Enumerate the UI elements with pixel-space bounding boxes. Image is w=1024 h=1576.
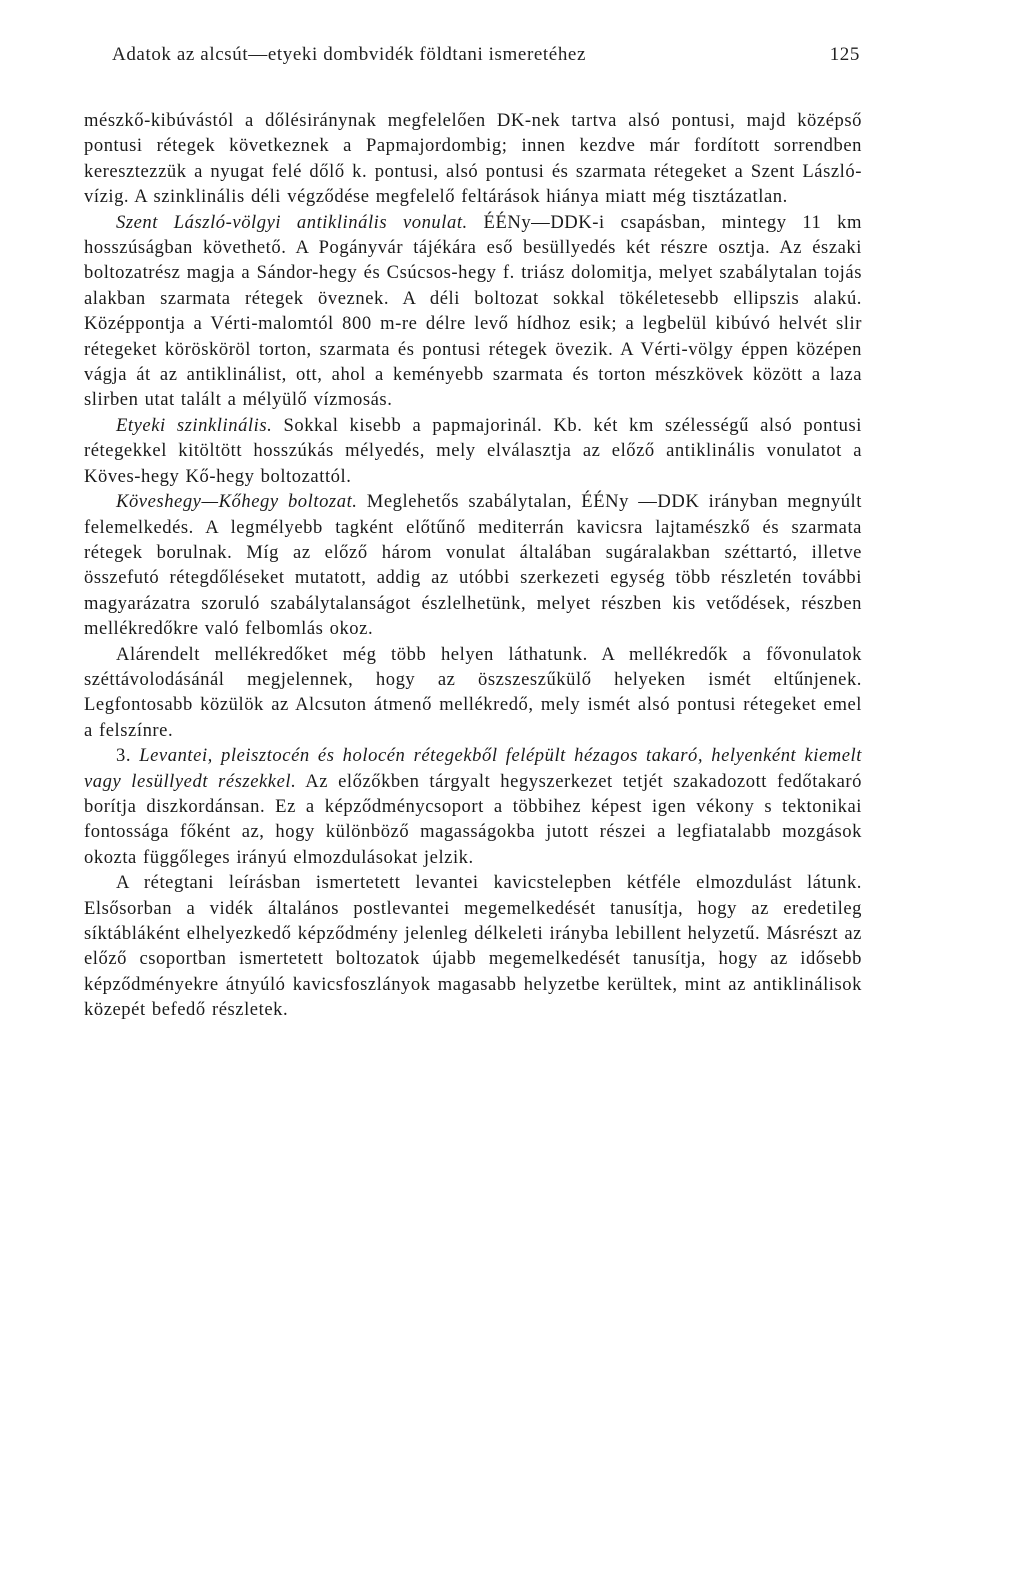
- body-text: [84, 108, 862, 1023]
- text-segment: Meglehetős szabálytalan, ÉÉNy —DDK irányban megnyúlt felemelkedés. A legmélyebb tagként előtűnő mediterrán kavicsra lajtamészkő és szarmata rétegek borulnak. Míg az előző három vonulat általában sugáralakban széttartó, illetve összefutó rétegdőléseket mutatott, addig az utóbbi szerkezeti egység több részletén további magyarázatra szoruló szabálytalanságot észlelhetünk, melyet részben kis vetődések, részben mellékredőkre való felbomlás okoz.: [84, 491, 862, 640]
- text-segment: Az előzőkben tárgyalt hegyszerkezet tetjét szakadozott fedőtakaró borítja diszkordánsan. Ez a képződménycsoport a többihez képest igen vékony s tektonikai fontossága főként az, hogy különböző magasságokba jutott részei a legfiatalabb mozgások okozta függőleges irányú elmozdulásokat jelzik.: [84, 770, 862, 868]
- section-number: 3.: [116, 745, 140, 767]
- running-title: Adatok az alcsút—etyeki dombvidék földtani ismeretéhez: [112, 44, 587, 65]
- page-number: 125: [829, 44, 860, 65]
- paragraph-levantei-kavicstelep: [84, 870, 862, 1022]
- text-segment: Sokkal kisebb a papmajorinál. Kb. két km szélességű alsó pontusi rétegekkel kitöltött hosszúkás mélyedés, mely elválasztja az előző antiklinális vonulatot a Köves-hegy Kő-hegy boltozattól.: [84, 414, 862, 487]
- section-heading-italic: Szent László-völgyi antiklinális vonulat.: [116, 211, 468, 233]
- section-heading-italic: Levantei, pleisztocén és holocén rétegekből felépült hézagos takaró, helyenként kiemelt vagy lesüllyedt részekkel.: [84, 745, 862, 792]
- running-head: [112, 44, 860, 76]
- paragraph-mellekredok: [84, 642, 862, 744]
- text-segment: mészkő-kibúvástól a dőlésiránynak megfelelően DK-nek tartva alsó pontusi, majd középső pontusi rétegek következnek a Papmajordombig; innen kezdve már fordított sorrendben keresztezzük a nyugat felé dőlő k. pontusi, alsó pontusi és szarmata rétegeket a Szent László-vízig. A szinklinális déli végződése megfelelő feltárások hiánya miatt még tisztázatlan.: [84, 110, 862, 208]
- section-heading-italic: Köveshegy—Kőhegy boltozat.: [116, 491, 358, 513]
- paragraph-1: [84, 108, 862, 210]
- paragraph-levantei-takaro: [84, 743, 862, 870]
- section-heading-italic: Etyeki szinklinális.: [116, 414, 273, 436]
- text-segment: Alárendelt mellékredőket még több helyen láthatunk. A mellékredők a fővonulatok széttávolodásánál megjelennek, hogy az öszszeszűkülő helyeken ismét eltűnjenek. Legfontosabb közülök az Alcsuton átmenő mellékredő, mely ismét alsó pontusi rétegeket emel a felszínre.: [84, 643, 862, 741]
- paragraph-koveshegy-kohegy-boltozat: [84, 489, 862, 641]
- paragraph-etyeki-szinklinalis: [84, 413, 862, 489]
- text-segment: ÉÉNy—DDK-i csapásban, mintegy 11 km hosszúságban követhető. A Pogányvár tájékára eső besüllyedés két részre osztja. Az északi boltozatrész magja a Sándor-hegy és Csúcsos-hegy f. triász dolomitja, melyet szabálytalan tojás alakban szarmata rétegek öveznek. A déli boltozat sokkal tökéletesebb ellipszis alakú. Középpontja a Vérti-malomtól 800 m-re délre levő hídhoz esik; a legbelül kibúvó helvét slir rétegeket körösköröl torton, szarmata és pontusi rétegek övezik. A Vérti-völgy éppen középen vágja át az antiklinálist, ott, ahol a keményebb szarmata és torton mészkövek között a laza slirben utat talált a mélyülő vízmosás.: [84, 211, 862, 411]
- text-segment: A rétegtani leírásban ismertetett levantei kavicstelepben kétféle elmozdulást látunk. Elsősorban a vidék általános postlevantei megemelkedését tanusítja, hogy az eredetileg síktábláként elhelyezkedő képződmény jelenleg délkeleti irányba lebillent helyzetű. Másrészt az előző csoportban ismertetett boltozatok újabb megemelkedését tanusítja, hogy az idősebb képződményekre átnyúló kavicsfoszlányok magasabb helyzetbe kerültek, mint az antiklinálisok közepét befedő részletek.: [84, 872, 862, 1021]
- paragraph-szent-laszlo-antiklinalis: [84, 210, 862, 413]
